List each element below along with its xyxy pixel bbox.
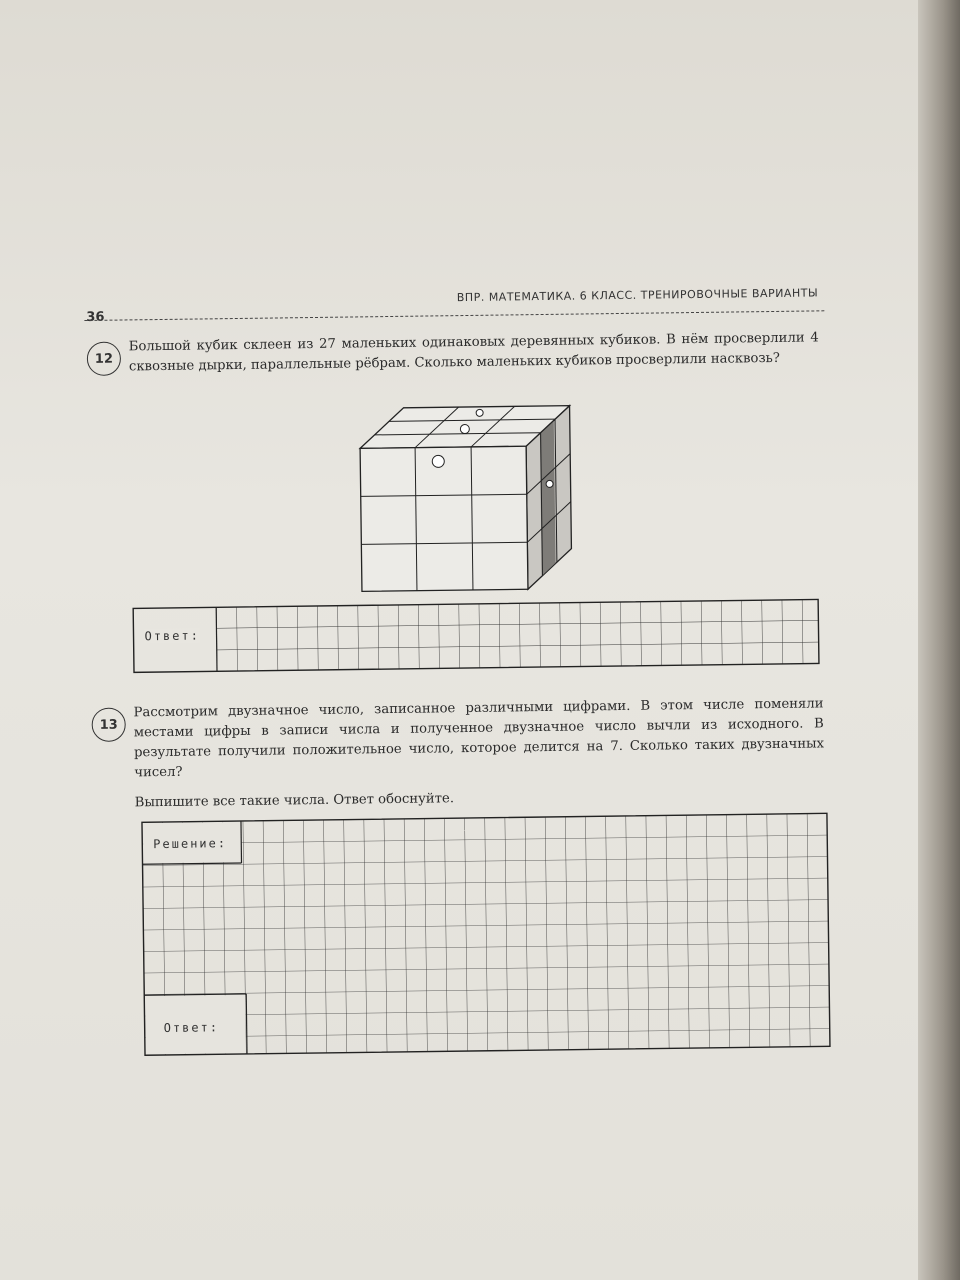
task-13-number: 13 [99,717,118,733]
task-13-solution-grid[interactable] [141,812,832,1057]
page-edge-shadow [918,0,960,1280]
task-13-instruction: Выпишите все такие числа. Ответ обоснуйте. [134,791,455,811]
task-12-number: 12 [94,351,114,367]
task-12-number-badge [87,342,121,376]
drill-hole-top-2 [476,409,483,416]
cube-front-face [360,446,528,591]
drill-hole-top-1 [460,424,469,433]
task-12-answer-grid[interactable] [132,598,821,673]
drill-hole-side [546,480,553,487]
header-rule [84,310,824,321]
task-13-solution-label: Решение: [153,836,228,852]
task-13-number-badge [91,707,125,741]
task-12-text: Большой кубик склеен из 27 маленьких одинаковых деревянных кубиков. В нём просверлили 4 сквозные дырки, параллельные рёбрам. Сколько маленьких кубиков просверлили насквозь? [128,330,819,375]
cube-figure [358,404,580,597]
drill-hole-front [432,455,444,467]
task-13-text: Рассмотрим двузначное число, записанное различными цифрами. В этом числе поменяли местами цифры в записи числа и полученное двузначное число вычли из исходного. В результате получили положительное число, которое делится на 7. Сколько таких двузначных чисел? [133,696,825,781]
page-number: 36 [86,309,105,325]
worksheet-content [84,280,834,1070]
running-header: ВПР. МАТЕМАТИКА. 6 КЛАСС. ТРЕНИРОВОЧНЫЕ ВАРИАНТЫ [456,286,819,305]
task-12-answer-label: Ответ: [144,628,200,644]
task-13-answer-label: Ответ: [163,1020,220,1036]
